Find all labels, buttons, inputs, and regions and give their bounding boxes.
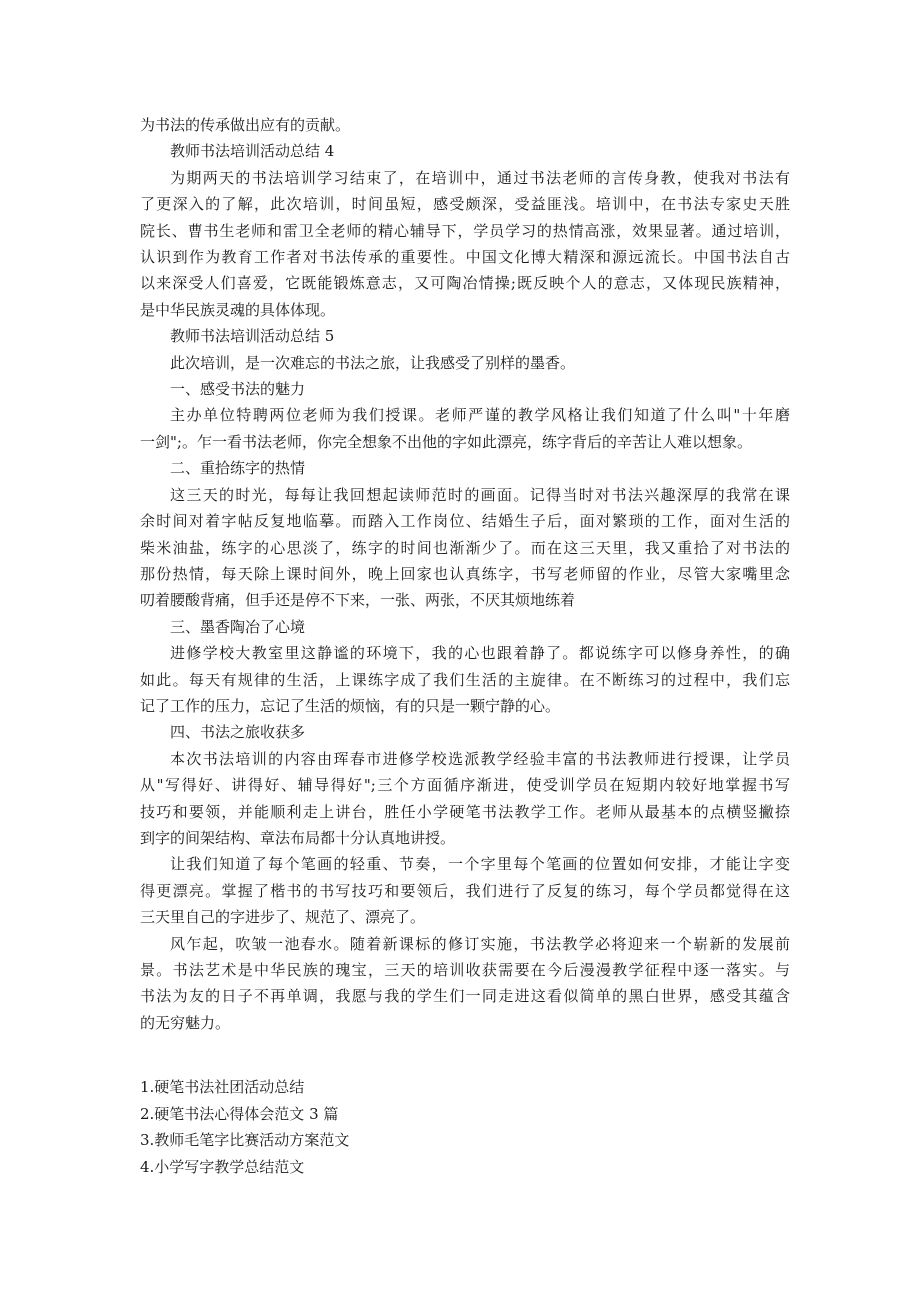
section-title-4: 教师书法培训活动总结 4 [170, 142, 335, 161]
paragraph-line: 三天里自己的字进步了、规范了、漂亮了。 [140, 908, 426, 927]
related-link[interactable]: 2.硬笔书法心得体会范文 3 篇 [140, 1104, 339, 1123]
related-link[interactable]: 3.教师毛笔字比赛活动方案范文 [140, 1131, 350, 1150]
paragraph-line: 记了工作的压力，忘记了生活的烦恼，有的只是一颗宁静的心。 [140, 696, 561, 715]
paragraph-line: 叨着腰酸背痛，但手还是停不下来，一张、两张，不厌其烦地练着 [140, 591, 576, 610]
paragraph-line: 余时间对着字帖反复地临摹。而踏入工作岗位、结婚生子后，面对繁琐的工作，面对生活的 [140, 512, 790, 531]
paragraph-line: 让我们知道了每个笔画的轻重、节奏，一个字里每个笔画的位置如何安排，才能让字变 [170, 855, 790, 874]
section-title-5: 教师书法培训活动总结 5 [170, 327, 335, 346]
section4-paragraph [140, 165, 790, 323]
paragraph-line: 那份热情，每天除上课时间外，晚上回家也认真练字，书写老师留的作业，尽管大家嘴里念 [140, 564, 790, 583]
opening-line: 为书法的传承做出应有的贡献。 [140, 116, 351, 134]
paragraph-line: 柴米油盐，练字的心思淡了，练字的时间也渐渐少了。而在这三天里，我又重拾了对书法的 [140, 538, 790, 557]
paragraph-line: 技巧和要领，并能顺利走上讲台，胜任小学硬笔书法教学工作。老师从最基本的点横竖撇捺 [140, 802, 790, 821]
paragraph-line: 如此。每天有规律的生活，上课练字成了我们生活的主旋律。在不断练习的过程中，我们忘 [140, 670, 790, 689]
related-link[interactable]: 1.硬笔书法社团活动总结 [140, 1078, 305, 1096]
document-body [140, 112, 790, 1036]
paragraph-line: 这三天的时光，每每让我回想起读师范时的画面。记得当时对书法兴趣深厚的我常在课 [170, 485, 790, 504]
paragraph-line: 景。书法艺术是中华民族的瑰宝，三天的培训收获需要在今后漫漫教学征程中逐一落实。与 [140, 961, 790, 979]
part-heading-3: 三、墨香陶冶了心境 [170, 617, 306, 636]
paragraph-line: 本次书法培训的内容由珲春市进修学校选派教学经验丰富的书法教师进行授课，让学员 [170, 749, 790, 768]
paragraph-line: 书法为友的日子不再单调，我愿与我的学生们一同走进这看似简单的黑白世界，感受其蕴含 [140, 987, 790, 1006]
paragraph-line: 的无穷魅力。 [140, 1013, 231, 1032]
paragraph-line: 进修学校大教室里这静谧的环境下，我的心也跟着静了。都说练字可以修身养性，的确 [170, 644, 790, 663]
paragraph-line: 为期两天的书法培训学习结束了，在培训中，通过书法老师的言传身教，使我对书法有 [170, 168, 790, 187]
paragraph-line: 认识到作为教育工作者对书法传承的重要性。中国文化博大精深和源远流长。中国书法自古 [140, 248, 790, 267]
paragraph-line: 一剑";。乍一看书法老师，你完全想象不出他的字如此漂亮，练字背后的辛苦让人难以想象。 [140, 432, 752, 451]
part-heading-1: 一、感受书法的魅力 [170, 380, 306, 399]
paragraph-line: 是中华民族灵魂的具体体现。 [140, 300, 336, 319]
part-heading-4: 四、书法之旅收获多 [170, 723, 306, 742]
paragraph-line: 风乍起，吹皱一池春水。随着新课标的修订实施，书法教学必将迎来一个崭新的发展前 [170, 934, 790, 953]
paragraph-line: 到字的间架结构、章法布局都十分认真地讲授。 [140, 828, 456, 847]
related-link[interactable]: 4.小学写字教学总结范文 [140, 1157, 305, 1176]
section5-intro: 此次培训，是一次难忘的书法之旅，让我感受了别样的墨香。 [170, 353, 576, 372]
paragraph-line: 了更深入的了解，此次培训，时间虽短，感受颇深，受益匪浅。培训中，在书法专家史天胜 [140, 195, 790, 214]
paragraph-line: 主办单位特聘两位老师为我们授课。老师严谨的教学风格让我们知道了什么叫"十年磨 [170, 406, 790, 425]
paragraph-line: 以来深受人们喜爱，它既能锻炼意志，又可陶冶情操;既反映个人的意志，又体现民族精神， [140, 274, 790, 293]
paragraph-line: 从"写得好、讲得好、辅导得好";三个方面循序渐进，使受训学员在短期内较好地掌握书写 [140, 776, 790, 795]
related-links-list [140, 1074, 790, 1180]
paragraph-line: 院长、曹书生老师和雷卫全老师的精心辅导下，学员学习的热情高涨，效果显著。通过培训， [140, 221, 790, 240]
part-heading-2: 二、重拾练字的热情 [170, 459, 306, 478]
paragraph-line: 得更漂亮。掌握了楷书的书写技巧和要领后，我们进行了反复的练习，每个学员都觉得在这 [140, 881, 790, 900]
